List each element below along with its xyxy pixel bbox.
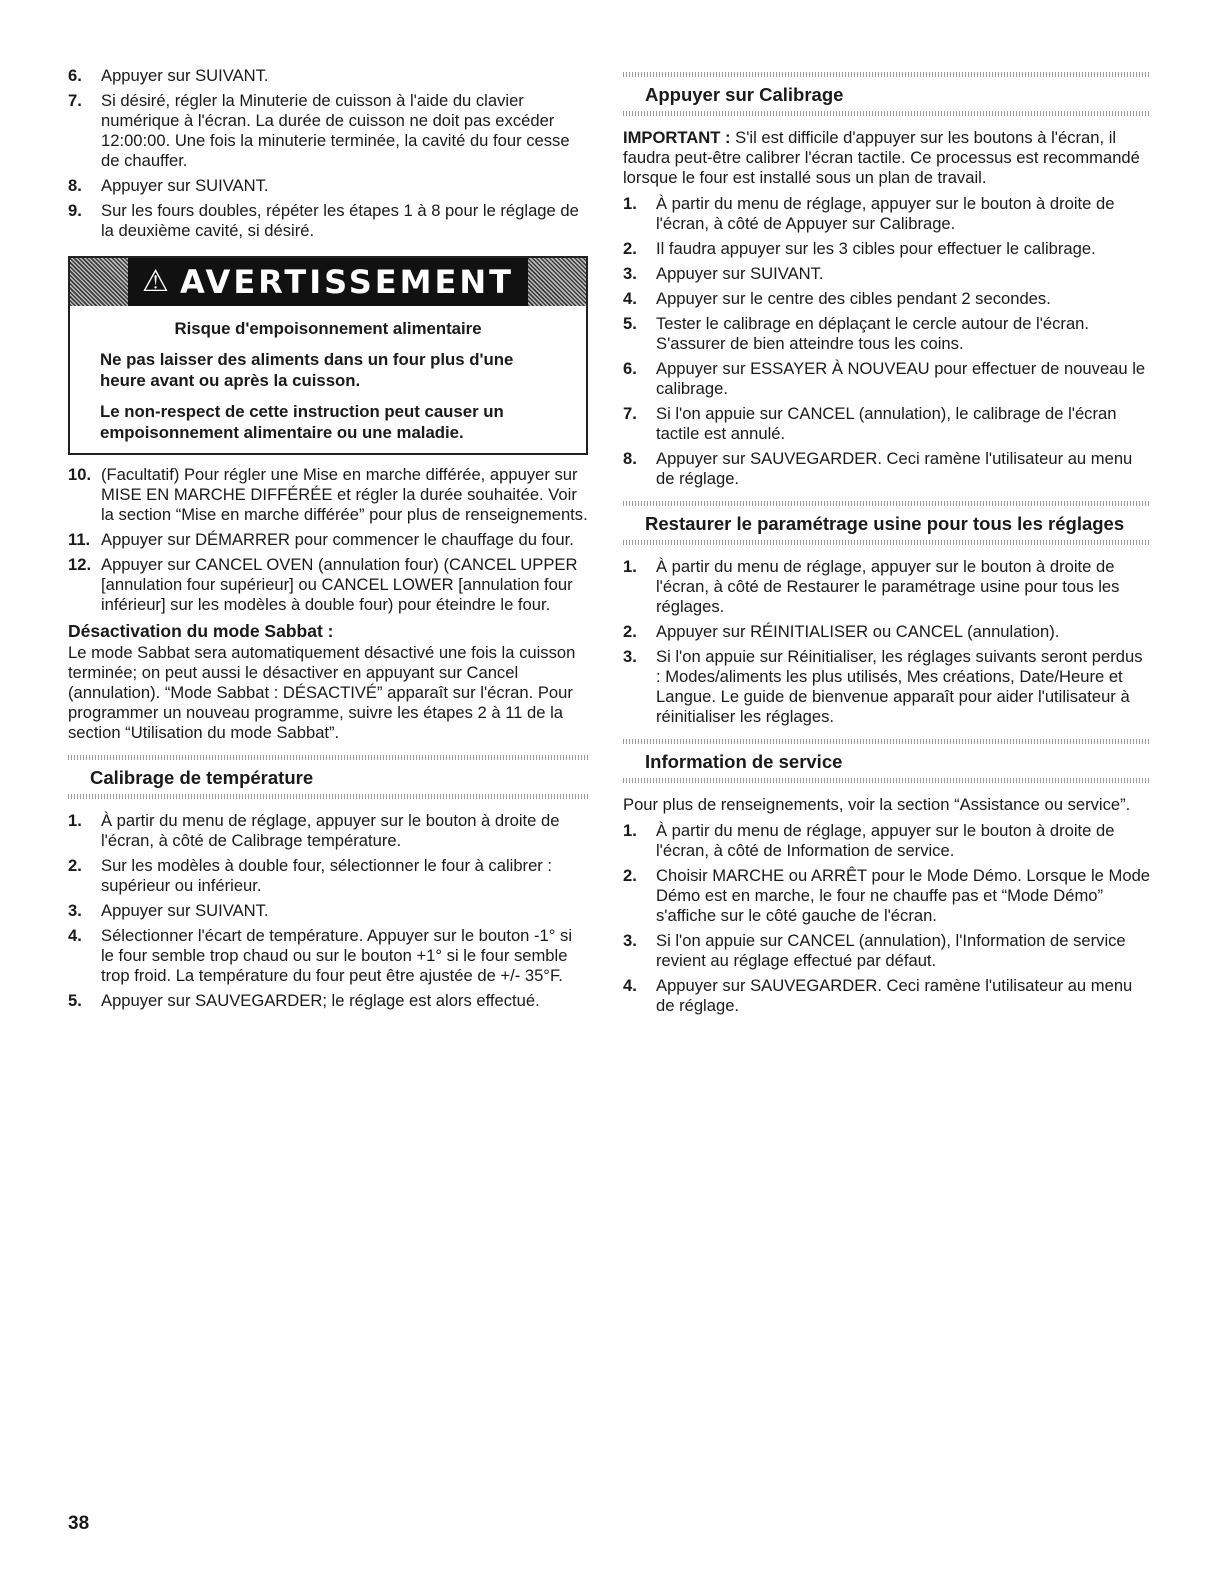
calib-section-header [68,755,588,799]
list-item [68,176,588,196]
step-number: 4. [623,289,637,308]
step-number: 12. [68,555,92,574]
step-number: 4. [68,926,82,945]
divider-bottom [623,778,1151,783]
list-item [68,555,588,615]
step-number: 7. [68,91,82,110]
list-item [623,314,1151,354]
list-item [68,66,588,86]
step-text: Appuyer sur SUIVANT. [656,264,824,283]
step-text: À partir du menu de réglage, appuyer sur le bouton à droite de l'écran, à côté de Calibrage température. [101,811,560,850]
step-text: Choisir MARCHE ou ARRÊT pour le Mode Démo. Lorsque le Mode Démo est en marche, le four ne chauffe pas et “Mode Démo” s'affiche sur le côté gauche de l'écran. [656,866,1151,925]
step-text: Il faudra appuyer sur les 3 cibles pour effectuer le calibrage. [656,239,1096,258]
divider-bottom [623,540,1151,545]
step-number: 2. [623,622,637,641]
step-number: 8. [68,176,82,195]
list-item [623,239,1151,259]
step-text: Appuyer sur DÉMARRER pour commencer le chauffage du four. [101,530,574,549]
step-text: Si l'on appuie sur CANCEL (annulation), l'Information de service revient au réglage effectué par défaut. [656,931,1126,970]
list-item [623,289,1151,309]
step-number: 1. [68,811,82,830]
step-number: 8. [623,449,637,468]
step-text: Appuyer sur SAUVEGARDER. Ceci ramène l'utilisateur au menu de réglage. [656,976,1133,1015]
warning-title: AVERTISSEMENT [179,263,514,301]
step-number: 11. [68,530,91,549]
step-number: 7. [623,404,637,423]
list-item [623,404,1151,444]
step-text: Appuyer sur SUIVANT. [101,66,269,85]
left-column [68,66,588,1016]
warning-box [68,256,588,455]
important-text: S'il est difficile d'appuyer sur les boutons à l'écran, il faudra peut-être calibrer l'écran tactile. Ce processus est recommandé lorsque le four est installé sous un plan de travail. [623,128,1140,187]
divider-bottom [623,111,1151,116]
step-text: À partir du menu de réglage, appuyer sur le bouton à droite de l'écran, à côté de Appuyer sur Calibrage. [656,194,1115,233]
list-item [623,264,1151,284]
step-text: Appuyer sur CANCEL OVEN (annulation four) (CANCEL UPPER [annulation four supérieur] ou CANCEL LOWER [annulation four inférieur] sur les modèles à double four) pour éteindre le four. [101,555,578,614]
calib-title: Calibrage de température [90,767,314,788]
step-number: 6. [623,359,637,378]
list-item [68,856,588,896]
step-text: Sur les fours doubles, répéter les étapes 1 à 8 pour le réglage de la deuxième cavité, si désiré. [101,201,579,240]
list-item [68,530,588,550]
appuyer-section-header [623,72,1151,116]
step-text: Tester le calibrage en déplaçant le cercle autour de l'écran. S'assurer de bien atteindre tous les coins. [656,314,1090,353]
step-number: 9. [68,201,82,220]
step-number: 4. [623,976,637,995]
appuyer-steps-list [623,194,1151,489]
list-item [68,465,588,525]
list-item [623,449,1151,489]
warning-line-1: Ne pas laisser des aliments dans un four plus d'une heure avant ou après la cuisson. [100,350,514,390]
warning-line-2: Le non-respect de cette instruction peut causer un empoisonnement alimentaire ou une maladie. [100,402,504,442]
list-item [68,201,588,241]
list-item [68,91,588,171]
top-steps-list [68,66,588,241]
list-item [68,901,588,921]
step-number: 1. [623,821,637,840]
step-number: 10. [68,465,92,484]
list-item [623,647,1151,727]
step-text: Appuyer sur SAUVEGARDER; le réglage est alors effectué. [101,991,540,1010]
warning-title-badge [128,258,528,306]
step-number: 1. [623,194,637,213]
warning-triangle-icon: ⚠ [142,264,172,299]
service-title: Information de service [645,751,843,772]
list-item [623,931,1151,971]
step-number: 3. [623,931,637,950]
warning-subtitle: Risque d'empoisonnement alimentaire [174,319,482,338]
page-number: 38 [68,1513,90,1534]
step-number: 3. [68,901,82,920]
sabbat-text: Le mode Sabbat sera automatiquement désactivé une fois la cuisson terminée; on peut aussi le désactiver en appuyant sur Cancel (annulation). “Mode Sabbat : DÉSACTIVÉ” apparaît sur l'écran. Pour programmer un nouveau programme, suivre les étapes 2 à 11 de la section “Utilisation du mode Sabbat”. [68,643,576,742]
list-item [623,557,1151,617]
step-number: 2. [623,239,637,258]
more-steps-list [68,465,588,615]
list-item [623,976,1151,1016]
step-text: Si désiré, régler la Minuterie de cuisson à l'aide du clavier numérique à l'écran. La durée de cuisson ne doit pas excéder 12:00:00. Une fois la minuterie terminée, la cavité du four cesse de chauffer. [101,91,570,170]
list-item [623,821,1151,861]
step-text: À partir du menu de réglage, appuyer sur le bouton à droite de l'écran, à côté de Restaurer le paramétrage usine pour tous les réglages. [656,557,1120,616]
sabbat-heading: Désactivation du mode Sabbat : [68,621,334,641]
step-text: Appuyer sur RÉINITIALISER ou CANCEL (annulation). [656,622,1060,641]
restore-section-header [623,501,1151,545]
step-text: Sur les modèles à double four, sélectionner le four à calibrer : supérieur ou inférieur. [101,856,553,895]
step-text: Si l'on appuie sur Réinitialiser, les réglages suivants seront perdus : Modes/aliments les plus utilisés, Mes créations, Date/Heure et Langue. Le guide de bienvenue apparaît pour aider l'utilisateur à réinitialiser les réglages. [656,647,1143,726]
step-number: 5. [623,314,637,333]
step-text: À partir du menu de réglage, appuyer sur le bouton à droite de l'écran, à côté de Information de service. [656,821,1115,860]
step-text: Si l'on appuie sur CANCEL (annulation), le calibrage de l'écran tactile est annulé. [656,404,1117,443]
list-item [623,622,1151,642]
step-text: Appuyer sur le centre des cibles pendant 2 secondes. [656,289,1051,308]
list-item [623,866,1151,926]
restore-steps-list [623,557,1151,727]
step-text: Appuyer sur ESSAYER À NOUVEAU pour effectuer de nouveau le calibrage. [656,359,1146,398]
step-number: 2. [68,856,82,875]
step-text: Appuyer sur SUIVANT. [101,901,269,920]
step-number: 5. [68,991,82,1010]
step-text: Appuyer sur SAUVEGARDER. Ceci ramène l'utilisateur au menu de réglage. [656,449,1133,488]
important-label: IMPORTANT : [623,128,731,147]
step-text: Appuyer sur SUIVANT. [101,176,269,195]
step-number: 3. [623,264,637,283]
step-number: 2. [623,866,637,885]
calib-steps-list [68,811,588,1011]
step-number: 3. [623,647,637,666]
step-text: (Facultatif) Pour régler une Mise en marche différée, appuyer sur MISE EN MARCHE DIFFÉRÉE et régler la durée souhaitée. Voir la section “Mise en marche différée” pour plus de renseignements. [101,465,588,524]
list-item [68,926,588,986]
service-section-header [623,739,1151,783]
list-item [623,194,1151,234]
divider-bottom [68,794,588,799]
service-steps-list [623,821,1151,1016]
list-item [68,991,588,1011]
service-intro: Pour plus de renseignements, voir la section “Assistance ou service”. [623,795,1131,814]
warning-header [70,258,586,306]
step-text: Sélectionner l'écart de température. Appuyer sur le bouton -1° si le four semble trop chaud ou sur le bouton +1° si le four semble trop froid. La température du four peut être ajustée de +/- 35°F. [101,926,573,985]
important-note [623,128,1151,188]
list-item [68,811,588,851]
restore-title: Restaurer le paramétrage usine pour tous les réglages [645,513,1125,534]
list-item [623,359,1151,399]
appuyer-title: Appuyer sur Calibrage [645,84,844,105]
right-column [623,66,1151,1021]
step-number: 6. [68,66,82,85]
step-number: 1. [623,557,637,576]
